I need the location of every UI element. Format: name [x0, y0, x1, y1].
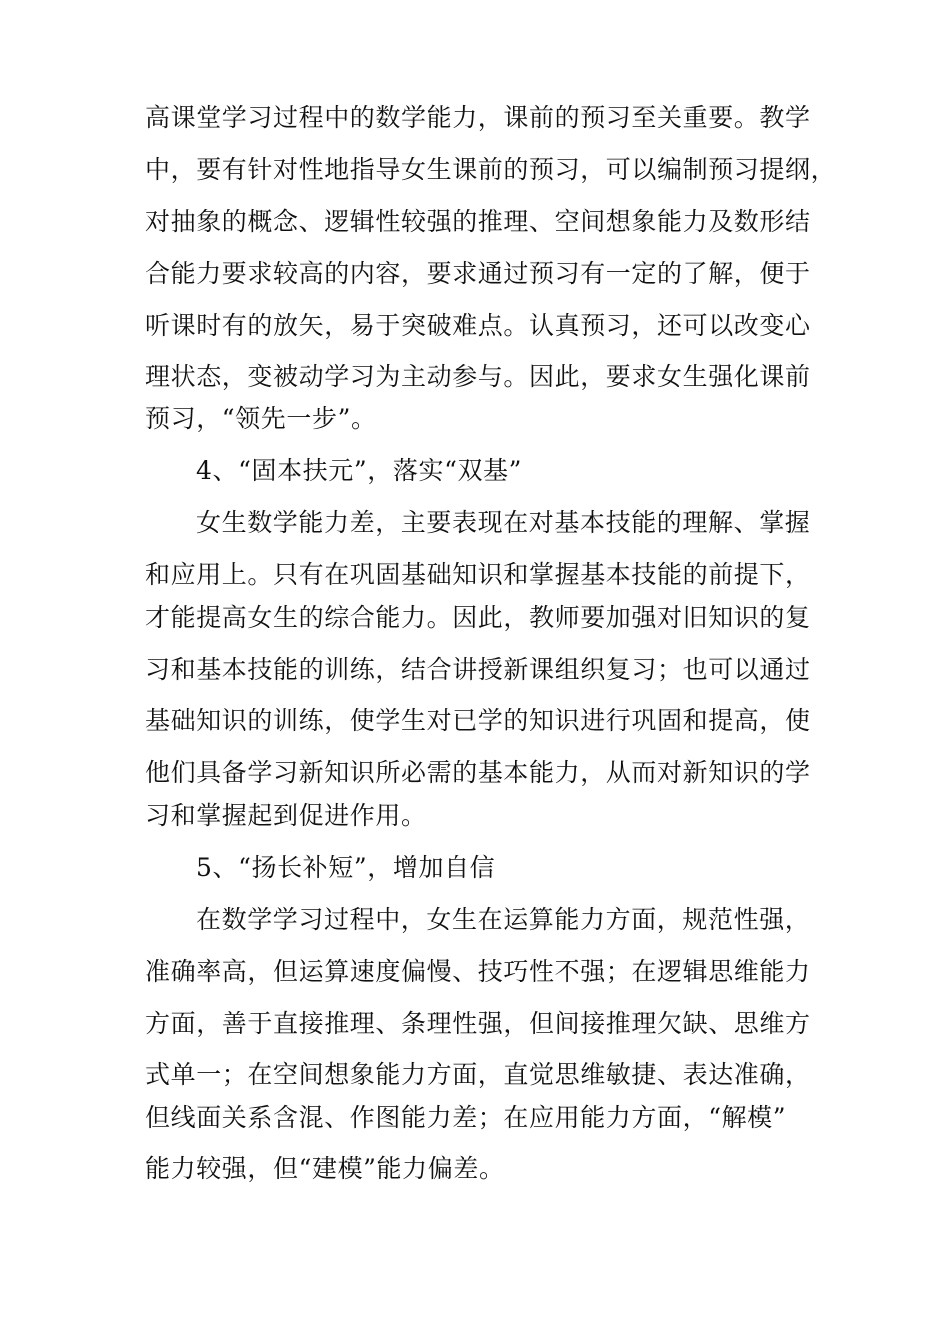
text-line: 习和掌握起到促进作用。: [145, 801, 427, 830]
text-line: 准确率高，但运算速度偏慢、技巧性不强；在逻辑思维能力: [145, 957, 811, 986]
text-line: 习和基本技能的训练，结合讲授新课组织复习；也可以通过: [145, 655, 811, 684]
text-line: 和应用上。只有在巩固基础知识和掌握基本技能的前提下，: [145, 560, 811, 589]
text-line: 在数学学习过程中，女生在运算能力方面，规范性强，: [196, 905, 811, 934]
text-line: 才能提高女生的综合能力。因此，教师要加强对旧知识的复: [145, 603, 811, 632]
text-line: 女生数学能力差，主要表现在对基本技能的理解、掌握: [196, 508, 811, 537]
text-line: 中，要有针对性地指导女生课前的预习，可以编制预习提纲，: [145, 155, 837, 184]
text-line: 但线面关系含混、作图能力差；在应用能力方面，“解模”: [145, 1103, 787, 1132]
text-line: 预习，“领先一步”。: [145, 404, 377, 433]
section-heading: 4、“固本扶元”，落实“双基”: [196, 456, 523, 485]
text-line: 合能力要求较高的内容，要求通过预习有一定的了解，便于: [145, 259, 811, 288]
text-line: 听课时有的放矢，易于突破难点。认真预习，还可以改变心: [145, 311, 811, 340]
text-line: 理状态，变被动学习为主动参与。因此，要求女生强化课前: [145, 362, 811, 391]
text-line: 高课堂学习过程中的数学能力，课前的预习至关重要。教学: [145, 103, 811, 132]
section-heading: 5、“扬长补短”，增加自信: [196, 853, 496, 882]
text-line: 式单一；在空间想象能力方面，直觉思维敏捷、表达准确，: [145, 1060, 811, 1089]
text-line: 方面，善于直接推理、条理性强，但间接推理欠缺、思维方: [145, 1009, 811, 1038]
text-line: 对抽象的概念、逻辑性较强的推理、空间想象能力及数形结: [145, 207, 811, 236]
text-line: 基础知识的训练，使学生对已学的知识进行巩固和提高，使: [145, 706, 811, 735]
text-line: 他们具备学习新知识所必需的基本能力，从而对新知识的学: [145, 758, 811, 787]
text-line: 能力较强，但“建模”能力偏差。: [145, 1154, 505, 1183]
